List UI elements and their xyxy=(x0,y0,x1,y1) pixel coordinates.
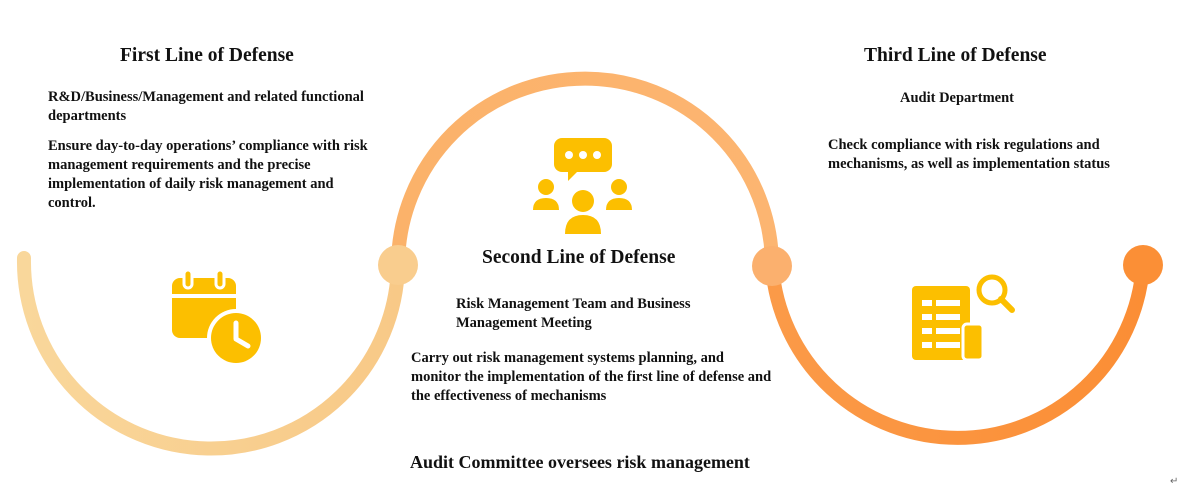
third-line-description: Check compliance with risk regulations and mechanisms, as well as implementation status xyxy=(828,137,1110,172)
junction-node-1 xyxy=(378,245,418,285)
first-line-title: First Line of Defense xyxy=(120,45,294,66)
document-search-icon xyxy=(908,272,1018,362)
junction-node-3 xyxy=(1123,245,1163,285)
third-line-title: Third Line of Defense xyxy=(864,45,1047,66)
calendar-clock-icon xyxy=(168,268,268,368)
first-line-subtitle: R&D/Business/Management and related functional departments xyxy=(48,89,364,124)
second-line-subtitle: Risk Management Team and Business Management Meeting xyxy=(456,296,691,331)
junction-node-2 xyxy=(752,246,792,286)
second-line-title: Second Line of Defense xyxy=(482,247,676,268)
third-line-subtitle: Audit Department xyxy=(900,90,1014,106)
footer-caption: Audit Committee oversees risk management xyxy=(410,452,750,472)
team-discussion-icon xyxy=(532,136,632,236)
second-line-description: Carry out risk management systems planning, and monitor the implementation of the first line of defense and the effectiveness of mechanisms xyxy=(411,350,772,404)
return-mark: ↵ xyxy=(1170,476,1179,487)
first-line-description: Ensure day-to-day operations’ compliance with risk management requirements and the precise implementation of daily risk management and control. xyxy=(48,138,368,211)
